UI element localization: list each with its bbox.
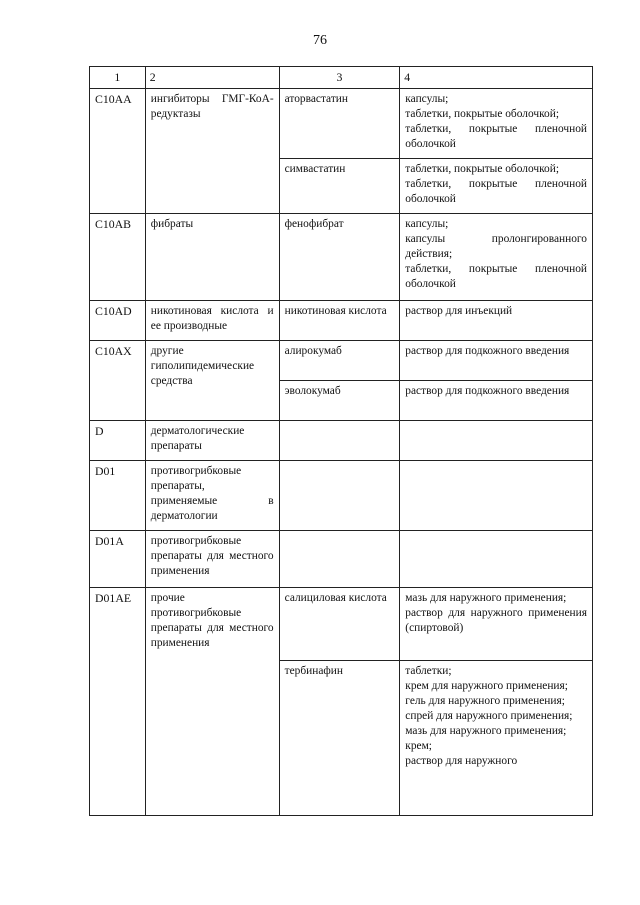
dosage-forms	[400, 588, 593, 661]
dosage-forms	[400, 89, 593, 159]
dosage-form-line: таблетки, покрытые оболочкой;	[405, 108, 559, 120]
group-name: прочие противогрибковые препараты для местного применения	[145, 588, 279, 816]
page-number: 76	[313, 33, 327, 48]
dosage-forms	[400, 461, 593, 531]
drug-name	[279, 421, 400, 461]
dosage-form-line: раствор для наружного применения (спиртовой)	[405, 607, 587, 634]
dosage-form-line: крем для наружного применения;	[405, 680, 568, 692]
dosage-forms	[400, 421, 593, 461]
table-row	[90, 89, 593, 159]
dosage-form-line: гель для наружного применения;	[405, 695, 565, 707]
table-row	[90, 341, 593, 381]
dosage-form-line: раствор для инъекций	[405, 305, 513, 317]
dosage-form-line: таблетки, покрытые оболочкой;	[405, 163, 559, 175]
group-name: противогрибковые препараты, применяемые в дерматологии	[145, 461, 279, 531]
atc-code: D01AE	[90, 588, 146, 816]
drug-name: эволокумаб	[279, 381, 400, 421]
atc-code: C10AA	[90, 89, 146, 214]
column-header-3: 3	[279, 67, 400, 89]
drug-name: никотиновая кислота	[279, 301, 400, 341]
table-row	[90, 461, 593, 531]
drug-name: симвастатин	[279, 159, 400, 214]
table-header-row	[90, 67, 593, 89]
drug-name: алирокумаб	[279, 341, 400, 381]
atc-code: D01	[90, 461, 146, 531]
dosage-form-line: крем;	[405, 740, 432, 752]
atc-code: C10AB	[90, 214, 146, 301]
column-header-2: 2	[145, 67, 279, 89]
table-row	[90, 531, 593, 588]
dosage-forms	[400, 661, 593, 816]
dosage-forms	[400, 341, 593, 381]
column-header-1: 1	[90, 67, 146, 89]
drug-name: тербинафин	[279, 661, 400, 816]
group-name: ингибиторы ГМГ-КоА-редуктазы	[145, 89, 279, 214]
dosage-form-line: раствор для наружного	[405, 755, 518, 767]
drug-classification-table	[89, 66, 593, 816]
atc-code: C10AD	[90, 301, 146, 341]
drug-name	[279, 461, 400, 531]
dosage-form-line: мазь для наружного применения;	[405, 592, 567, 604]
dosage-form-line: капсулы пролонгированного действия;	[405, 233, 587, 260]
column-header-4: 4	[400, 67, 593, 89]
dosage-form-line: спрей для наружного применения;	[405, 710, 573, 722]
atc-code: D	[90, 421, 146, 461]
dosage-form-line: таблетки, покрытые пленочной оболочкой	[405, 263, 587, 290]
group-name: фибраты	[145, 214, 279, 301]
drug-name: салициловая кислота	[279, 588, 400, 661]
dosage-form-line: раствор для подкожного введения	[405, 385, 570, 397]
dosage-forms	[400, 301, 593, 341]
drug-name: аторвастатин	[279, 89, 400, 159]
group-name: дерматологические препараты	[145, 421, 279, 461]
dosage-form-line: таблетки, покрытые пленочной оболочкой	[405, 123, 587, 150]
atc-code: C10AX	[90, 341, 146, 421]
atc-code: D01A	[90, 531, 146, 588]
dosage-forms	[400, 381, 593, 421]
dosage-forms	[400, 531, 593, 588]
group-name: никотиновая кислота и ее производные	[145, 301, 279, 341]
dosage-form-line: раствор для подкожного введения	[405, 345, 570, 357]
table-row	[90, 421, 593, 461]
dosage-form-line: мазь для наружного применения;	[405, 725, 567, 737]
dosage-forms	[400, 214, 593, 301]
group-name: другие гиполипидемические средства	[145, 341, 279, 421]
dosage-form-line: таблетки;	[405, 665, 452, 677]
table-row	[90, 301, 593, 341]
group-name: противогрибковые препараты для местного применения	[145, 531, 279, 588]
dosage-form-line: капсулы;	[405, 93, 449, 105]
table-row	[90, 588, 593, 661]
dosage-form-line: капсулы;	[405, 218, 449, 230]
dosage-forms	[400, 159, 593, 214]
drug-name	[279, 531, 400, 588]
dosage-form-line: таблетки, покрытые пленочной оболочкой	[405, 178, 587, 205]
table-row	[90, 214, 593, 301]
drug-name: фенофибрат	[279, 214, 400, 301]
